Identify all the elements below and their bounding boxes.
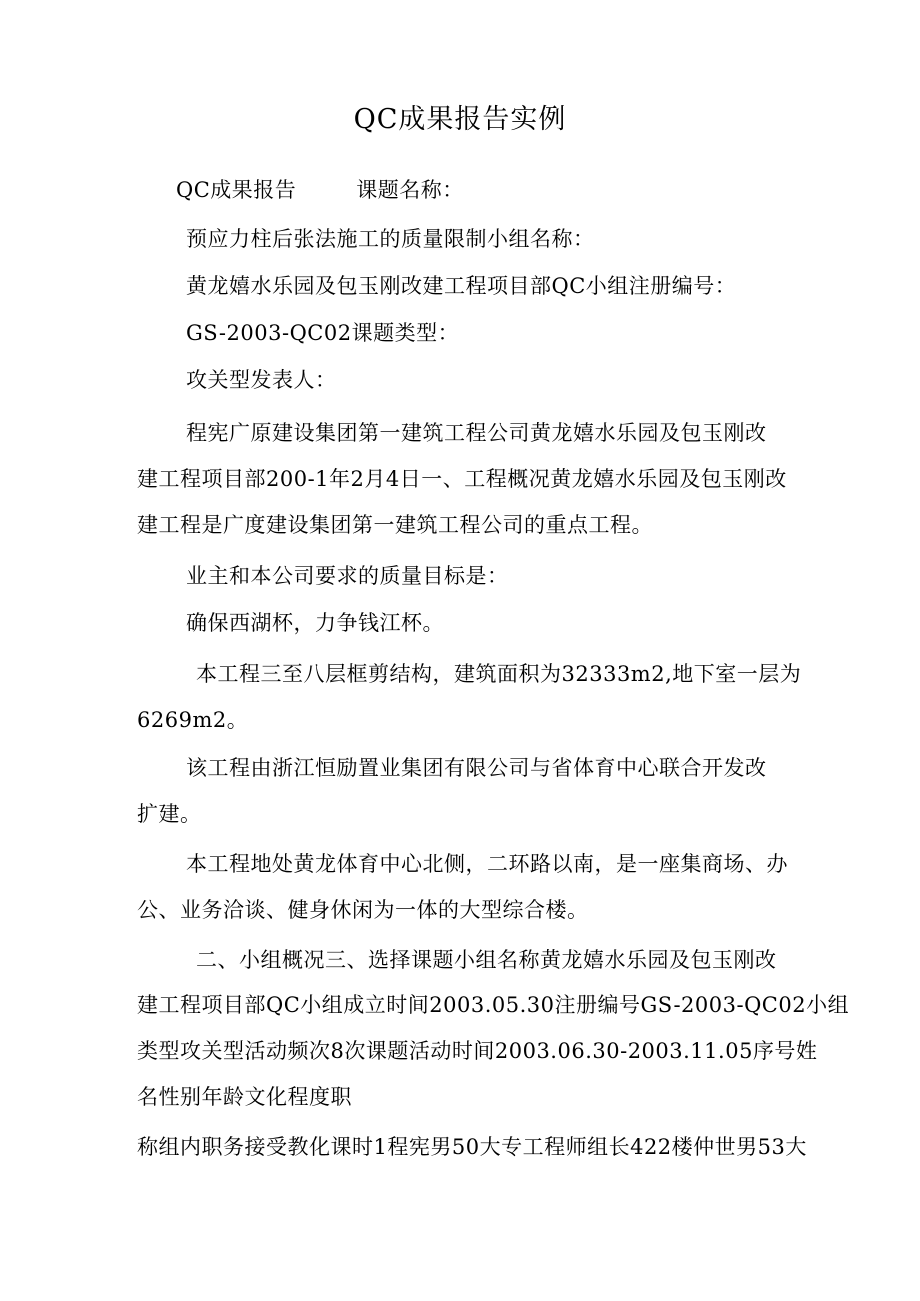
text-line: 公、业务洽谈、健身休闲为一体的大型综合楼。 [137,898,589,922]
text-line: 本工程地处黄龙体育中心北侧，二环路以南，是一座集商场、办 [186,852,788,876]
text-line: 本工程三至八层框剪结构，建筑面积为32333m2,地下室一层为 [196,662,802,686]
text-line: 建工程项目部200-1年2月4日一、工程概况黄龙嬉水乐园及包玉刚改 [137,467,787,491]
text-line: 类型攻关型活动频次8次课题活动时间2003.06.30-2003.11.05序号姓 [137,1039,818,1063]
text-line: 二、小组概况三、选择课题小组名称黄龙嬉水乐园及包玉刚改 [196,948,777,972]
header-right: 课题名称： [356,178,464,202]
header-line [176,175,464,205]
document-title: QC成果报告实例 [353,104,567,135]
text-line: 称组内职务接受教化课时1程宪男50大专工程师组长422楼仲世男53大 [137,1135,807,1159]
header-left: QC成果报告 [176,178,297,202]
text-line: 业主和本公司要求的质量目标是： [186,564,509,588]
text-line: GS-2003-QC02课题类型： [186,321,460,345]
text-line: 确保西湖杯，力争钱江杯。 [186,611,444,635]
text-line: 建工程是广度建设集团第一建筑工程公司的重点工程。 [137,513,653,537]
text-line: 攻关型发表人： [186,368,337,392]
text-line: 该工程由浙江恒励置业集团有限公司与省体育中心联合开发改 [186,756,767,780]
text-line: 建工程项目部QC小组成立时间2003.05.30注册编号GS-2003-QC02小组 [137,993,850,1017]
text-line: 黄龙嬉水乐园及包玉刚改建工程项目部QC小组注册编号： [186,274,737,298]
text-line: 程宪广原建设集团第一建筑工程公司黄龙嬉水乐园及包玉刚改 [186,421,767,445]
text-line: 6269m2。 [137,708,249,732]
text-line: 预应力柱后张法施工的质量限制小组名称： [186,227,595,251]
text-line: 名性别年龄文化程度职 [137,1085,352,1109]
text-line: 扩建。 [137,802,202,826]
